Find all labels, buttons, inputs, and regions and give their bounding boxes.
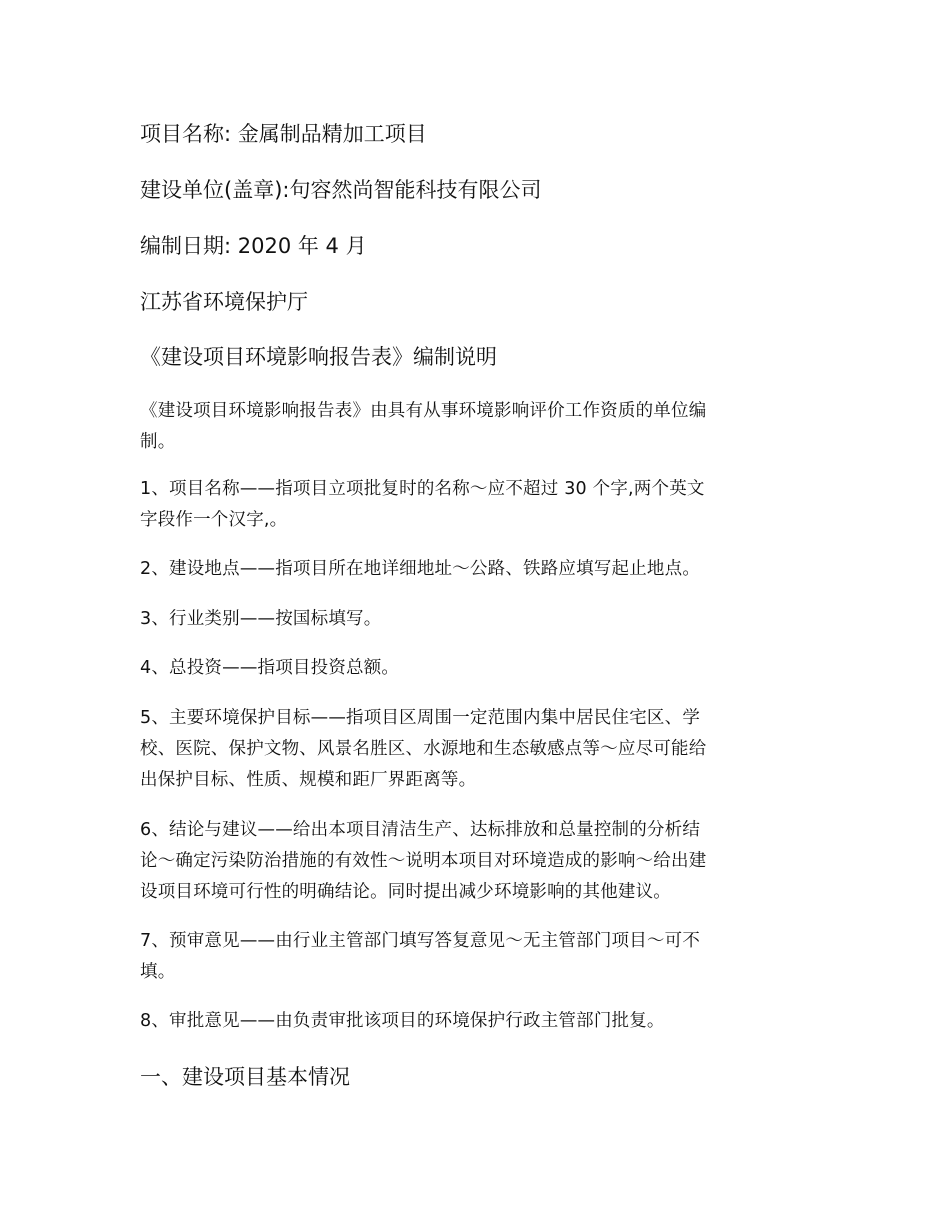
intro-paragraph: [140, 396, 812, 458]
item-3: [140, 604, 812, 635]
item-6-line-3: 设项目环境可行性的明确结论。同时提出减少环境影响的其他建议。: [140, 882, 671, 902]
item-1-line-1: 1、项目名称——指项目立项批复时的名称～应不超过 30 个字,两个英文: [140, 479, 705, 499]
item-6-line-1: 6、结论与建议——给出本项目清洁生产、达标排放和总量控制的分析结: [140, 820, 701, 840]
item-4: [140, 653, 812, 684]
item-7-line-2: 填。: [140, 962, 176, 982]
item-5-line-3: 出保护目标、性质、规模和距厂界距离等。: [140, 770, 477, 790]
item-4-line-1: 4、总投资——指项目投资总额。: [140, 658, 400, 678]
item-7-line-1: 7、预审意见——由行业主管部门填写答复意见～无主管部门项目～可不: [140, 931, 701, 951]
item-3-line-1: 3、行业类别——按国标填写。: [140, 609, 382, 629]
instructions-title: 《建设项目环境影响报告表》编制说明: [140, 345, 497, 369]
item-6-line-2: 论～确定污染防治措施的有效性～说明本项目对环境造成的影响～给出建: [140, 851, 707, 871]
item-2: [140, 554, 812, 585]
item-6: [140, 815, 812, 908]
item-8-line-1: 8、审批意见——由负责审批该项目的环境保护行政主管部门批复。: [140, 1011, 665, 1031]
item-5-line-1: 5、主要环境保护目标——指项目区周围一定范围内集中居民住宅区、学: [140, 708, 701, 728]
item-2-line-1: 2、建设地点——指项目所在地详细地址～公路、铁路应填写起止地点。: [140, 559, 701, 579]
builder-line: 建设单位(盖章):句容然尚智能科技有限公司: [140, 178, 542, 202]
intro-line-2: 制。: [140, 432, 176, 452]
authority-line: 江苏省环境保护厅: [140, 290, 308, 314]
item-1-line-2: 字段作一个汉字,。: [140, 510, 288, 530]
item-5-line-2: 校、医院、保护文物、风景名胜区、水源地和生态敏感点等～应尽可能给: [140, 739, 707, 759]
item-8: [140, 1006, 812, 1037]
intro-line-1: 《建设项目环境影响报告表》由具有从事环境影响评价工作资质的单位编: [140, 401, 707, 421]
section-heading: 一、建设项目基本情况: [140, 1065, 350, 1089]
item-1: [140, 474, 812, 536]
date-line: 编制日期: 2020 年 4 月: [140, 234, 367, 258]
item-5: [140, 703, 812, 796]
item-7: [140, 926, 812, 988]
project-name-line: 项目名称: 金属制品精加工项目: [140, 122, 427, 146]
